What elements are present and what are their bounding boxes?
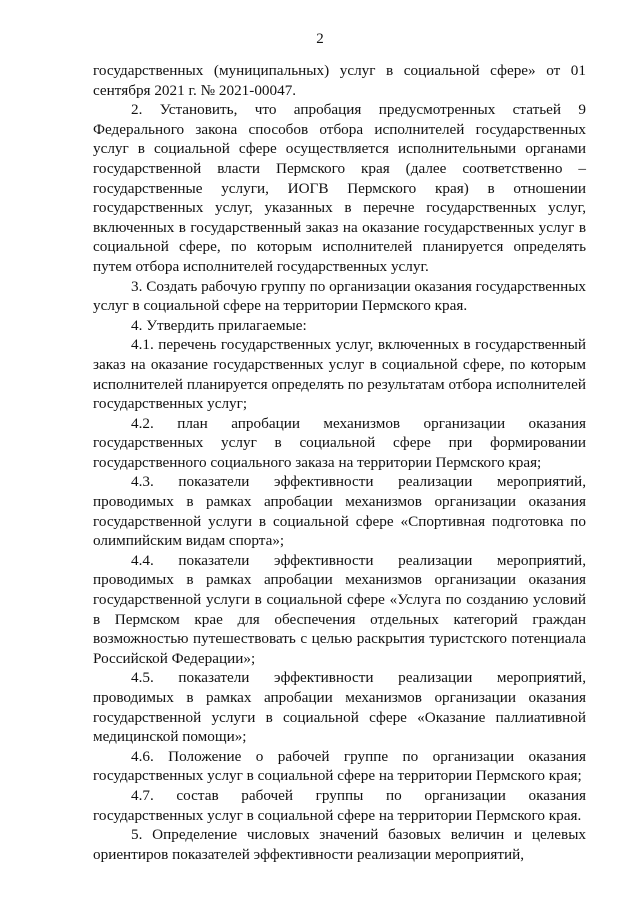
page-number: 2	[316, 31, 324, 47]
paragraph-item-2: 2. Установить, что апробация предусмотренных статьей 9 Федерального закона способов отбора исполнителей государственных услуг в социальной сфере осуществляется исполнительными органами государственной власти Пермского края (далее соответственно – государственные услуги, ИОГВ Пермского края) в отношении государственных услуг, указанных в перечне государственных услуг, включенных в государственный заказ на оказание государственных услуг в социальной сфере, по которым исполнителей планируется определять путем отбора исполнителей государственных услуг.	[93, 101, 586, 275]
paragraph-item-4-1: 4.1. перечень государственных услуг, включенных в государственный заказ на оказание государственных услуг в социальной сфере, по которым исполнителей планируется определять по результатам отбора исполнителей государственных услуг;	[93, 336, 586, 413]
paragraph-item-4-4: 4.4. показатели эффективности реализации мероприятий, проводимых в рамках апробации механизмов организации оказания государственной услуги в социальной сфере «Услуга по созданию условий в Пермском крае для обеспечения отдельных категорий граждан возможностью путешествовать с целью раскрытия туристского потенциала Российской Федерации»;	[93, 551, 586, 667]
paragraph-item-5: 5. Определение числовых значений базовых величин и целевых ориентиров показателей эффективности реализации мероприятий,	[93, 826, 586, 863]
paragraph-item-4-6: 4.6. Положение о рабочей группе по организации оказания государственных услуг в социальной сфере на территории Пермского края;	[93, 747, 586, 785]
paragraph-item-4-3: 4.3. показатели эффективности реализации мероприятий, проводимых в рамках апробации механизмов организации оказания государственной услуги в социальной сфере «Спортивная подготовка по олимпийским видам спорта»;	[93, 473, 586, 550]
paragraph-continuation: государственных (муниципальных) услуг в социальной сфере» от 01 сентября 2021 г. № 2021-00047.	[93, 62, 586, 99]
paragraph-item-4-5: 4.5. показатели эффективности реализации мероприятий, проводимых в рамках апробации механизмов организации оказания государственной услуги в социальной сфере «Оказание паллиативной медицинской помощи»;	[93, 669, 586, 746]
paragraph-item-4-2: 4.2. план апробации механизмов организации оказания государственных услуг в социальной сфере при формировании государственного социального заказа на территории Пермского края;	[93, 414, 586, 471]
paragraph-item-3: 3. Создать рабочую группу по организации оказания государственных услуг в социальной сфере на территории Пермского края.	[93, 277, 586, 315]
paragraph-item-4: 4. Утвердить прилагаемые:	[131, 316, 307, 334]
paragraph-item-4-7: 4.7. состав рабочей группы по организации оказания государственных услуг в социальной сфере на территории Пермского края.	[93, 786, 586, 824]
document-body	[93, 61, 586, 864]
